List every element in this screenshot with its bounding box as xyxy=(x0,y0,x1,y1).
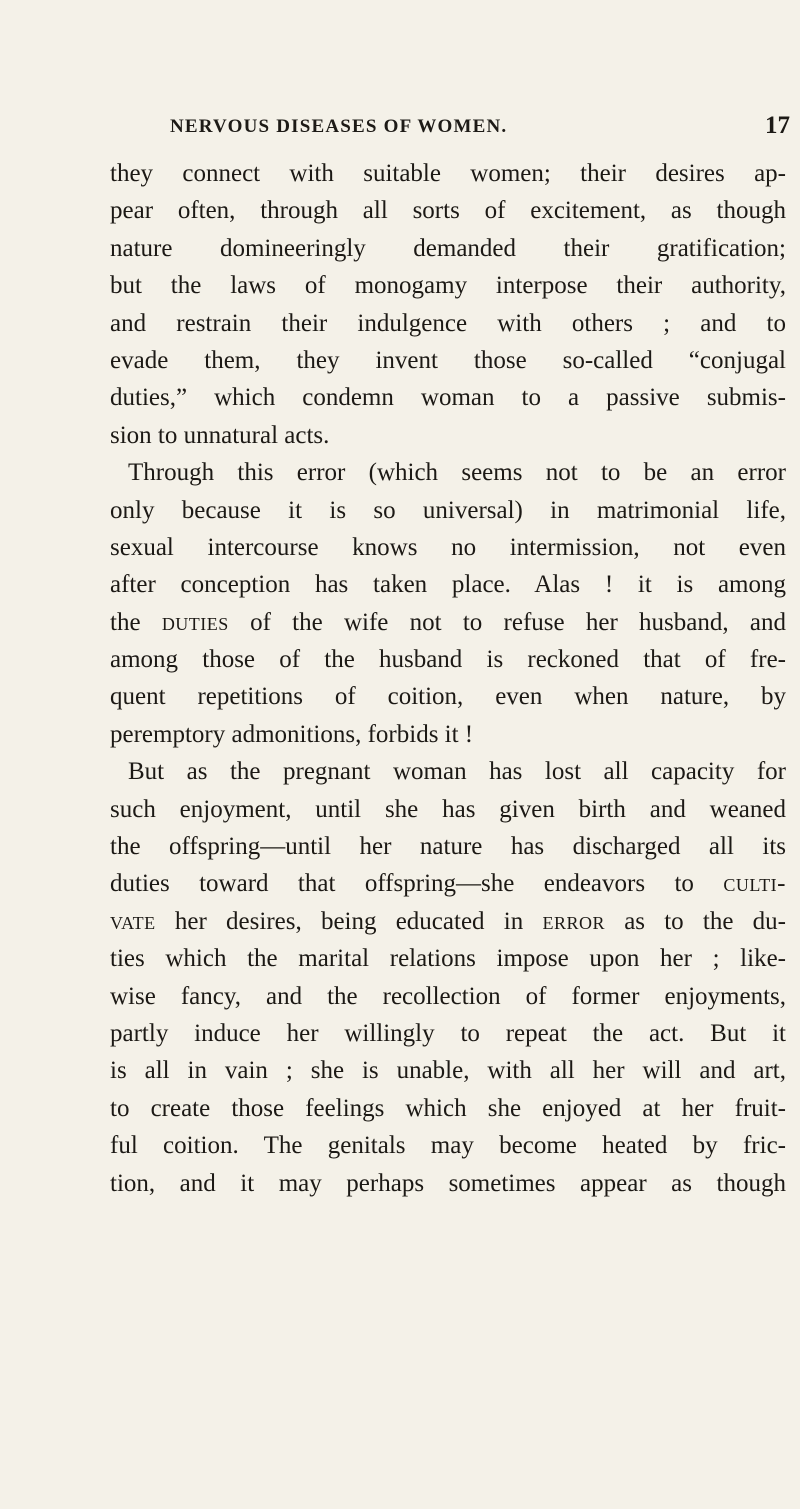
text-line: they connect with suitable women; their desires ap- xyxy=(110,160,786,187)
text-line: but the laws of monogamy interpose their authority, xyxy=(110,272,786,300)
text-line: to create those feelings which she enjoyed at her fruit- xyxy=(110,1094,786,1122)
text-line: duties toward that offspring—she endeavors to culti- xyxy=(110,870,786,898)
text-line: such enjoyment, until she has given birth and weaned xyxy=(110,795,786,823)
text-line: ties which the marital relations impose upon her ; like- xyxy=(110,945,786,973)
small-caps-text: error xyxy=(542,907,605,935)
small-caps-text: culti- xyxy=(723,870,786,898)
text-line: evade them, they invent those so-called “conjugal xyxy=(110,346,786,374)
text-line: duties,” which condemn woman to a passive submis- xyxy=(110,384,786,412)
text-line: sexual intercourse knows no intermission, not even xyxy=(110,533,786,561)
text-line: But as the pregnant woman has lost all capacity for xyxy=(128,758,786,786)
text-line: is all in vain ; she is unable, with all her will and art, xyxy=(110,1057,786,1085)
text-line: only because it is so universal) in matrimonial life, xyxy=(110,496,786,524)
body-text xyxy=(110,155,786,1202)
text-line: the offspring—until her nature has discharged all its xyxy=(110,833,786,861)
text-line: quent repetitions of coition, even when nature, by xyxy=(110,683,786,711)
small-caps-text: vate xyxy=(110,907,156,935)
text-line: vate her desires, being educated in error as to the du- xyxy=(110,907,787,935)
running-title: NERVOUS DISEASES OF WOMEN. xyxy=(170,116,508,137)
text-line: partly induce her willingly to repeat the act. But it xyxy=(110,1019,786,1047)
text-line: ful coition. The genitals may become heated by fric- xyxy=(110,1132,786,1160)
text-line: sion to unnatural acts. xyxy=(110,421,330,449)
text-line: among those of the husband is reckoned that of fre- xyxy=(110,646,786,674)
text-line: wise fancy, and the recollection of former enjoyments, xyxy=(110,982,786,1010)
running-head xyxy=(170,112,790,142)
text-line: nature domineeringly demanded their gratification; xyxy=(110,234,786,262)
text-line: Through this error (which seems not to be an error xyxy=(128,459,786,487)
small-caps-text: duties xyxy=(161,608,229,636)
page-number: 17 xyxy=(765,112,790,139)
text-line: and restrain their indulgence with others ; and to xyxy=(110,309,786,337)
text-line: the duties of the wife not to refuse her husband, and xyxy=(110,608,786,636)
text-line: after conception has taken place. Alas ! it is among xyxy=(110,571,786,599)
text-line: tion, and it may perhaps sometimes appear as though xyxy=(110,1169,786,1197)
text-line: peremptory admonitions, forbids it ! xyxy=(110,720,474,748)
text-line: pear often, through all sorts of excitement, as though xyxy=(110,197,786,225)
